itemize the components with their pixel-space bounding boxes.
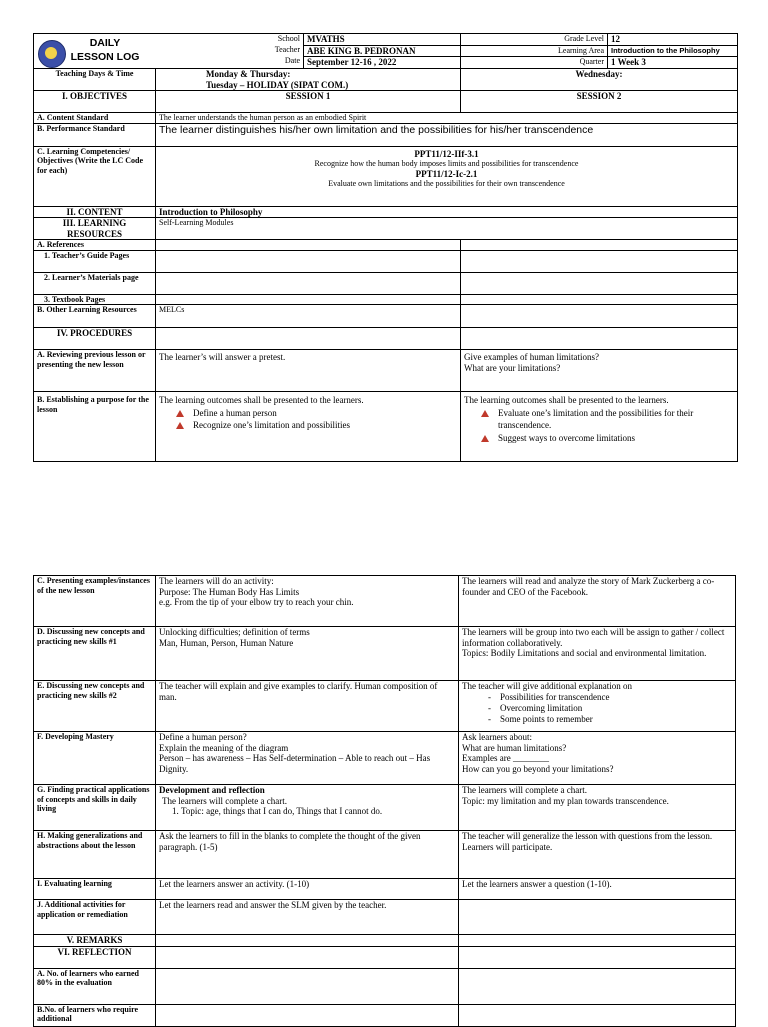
list-item: 1. Topic: age, things that I can do, Things that I cannot do. [181,806,455,817]
proc-b-s1-intro: The learning outcomes shall be presented to the learners. [159,395,364,405]
proc-a-session2 [461,350,738,392]
list-item: Define a human person [173,407,457,420]
proc-f-s2-line4: How can you go beyond your limitations? [462,763,614,774]
proc-f-session1 [156,732,459,785]
list-item: - Possibilities for transcendence [488,692,732,703]
days-monday-thursday: Monday & Thursday: [206,69,291,79]
title-line1: DAILY [89,37,121,49]
session2-heading: SESSION 2 [461,91,738,113]
remarks-label: V. REMARKS [34,935,156,947]
quarter-label: Quarter [461,57,608,69]
other-resources-value: MELCs [156,305,461,328]
proc-b-s2-intro: The learning outcomes shall be presented to the learners. [464,395,669,405]
proc-i-label: I. Evaluating learning [34,879,156,900]
competencies-value [156,146,738,206]
proc-f-s2-line3: Examples are ________ [462,753,549,763]
proc-a-s2-line2: What are your limitations? [464,362,561,373]
proc-g-session2 [459,785,736,831]
grade-label: Grade Level [461,34,608,46]
quarter-value: 1 Week 3 [608,57,738,69]
resources-label: III. LEARNING RESOURCES [34,218,156,240]
proc-d-s1-line2: Man, Human, Person, Human Nature [159,637,294,648]
proc-f-s1-line3: Person – has awareness – Has Self-determination – Able to reach out – Has Dignity. [159,753,431,774]
date-label: Date [284,56,300,65]
proc-g-s2-line2: Topic: my limitation and my plan towards transcendence. [462,795,669,806]
grade-value: 12 [608,34,738,46]
objectives-label: I. OBJECTIVES [34,91,156,113]
teacher-label: Teacher [274,45,300,54]
content-value: Introduction to Philosophy [156,206,738,218]
procedures-label: IV. PROCEDURES [34,328,156,350]
list-item: Recognize one’s limitation and possibilities [173,419,457,432]
title-line2: LESSON LOG [70,51,140,63]
proc-h-label: H. Making generalizations and abstractions about the lesson [34,831,156,879]
lc-code-1: PPT11/12-IIf-3.1 [414,148,479,159]
competencies-label: C. Learning Competencies/ Objectives (Write the LC Code for each) [34,146,156,206]
proc-b-label: B. Establishing a purpose for the lesson [34,392,156,462]
proc-g-s1-line1: The learners will complete a chart. [162,795,287,806]
proc-f-s2-line1: Ask learners about: [462,732,532,742]
textbook-pages-label: 3. Textbook Pages [34,294,156,305]
proc-b-s1-list [159,407,457,432]
proc-h-session1: Ask the learners to fill in the blanks to complete the thought of the given paragraph. (1-5) [156,831,459,879]
proc-d-s2-line1: The learners will be group into two each will be assign to gather / collect information collaboratively. [462,627,725,648]
proc-c-session1 [156,576,459,627]
proc-b-session2 [461,392,738,462]
proc-h-session2: The teacher will generalize the lesson with questions from the lesson. Learners will participate. [459,831,736,879]
teachers-guide-label: 1. Teacher’s Guide Pages [34,250,156,272]
school-label: School [277,34,300,43]
proc-g-s2-line1: The learners will complete a chart. [462,785,587,795]
lc-code-2: PPT11/12-Ic-2.1 [415,168,478,179]
proc-a-s2-line1: Give examples of human limitations? [464,352,599,362]
proc-g-label: G. Finding practical applications of concepts and skills in daily living [34,785,156,831]
reflection-a-label: A. No. of learners who earned 80% in the evaluation [34,968,156,1004]
proc-i-session2: Let the learners answer a question (1-10). [459,879,736,900]
proc-c-label: C. Presenting examples/instances of the new lesson [34,576,156,627]
lesson-log-table-bottom [33,575,736,1027]
proc-j-session1: Let the learners read and answer the SLM given by the teacher. [156,900,459,935]
proc-j-label: J. Additional activities for application or remediation [34,900,156,935]
performance-standard-label: B. Performance Standard [34,123,156,146]
content-standard-label: A. Content Standard [34,113,156,124]
competency-2: Evaluate own limitations and the possibilities for their own transcendence [328,179,565,188]
content-label: II. CONTENT [34,206,156,218]
proc-g-s1-list [159,806,455,817]
list-item: Evaluate one’s limitation and the possibilities for their transcendence. [478,407,734,432]
proc-d-session1 [156,627,459,681]
learners-materials-label: 2. Learner’s Materials page [34,272,156,294]
list-item: Suggest ways to overcome limitations [478,432,734,445]
date-value: September 12-16 , 2022 [304,57,461,69]
list-item: - Overcoming limitation [488,703,732,714]
resources-value: Self-Learning Modules [156,218,738,240]
competency-1: Recognize how the human body imposes limits and possibilities for transcendence [314,159,579,168]
proc-a-label: A. Reviewing previous lesson or presenting the new lesson [34,350,156,392]
teaching-days-session1 [156,69,461,91]
content-standard-value: The learner understands the human person as an embodied Spirit [156,113,738,124]
area-label: Learning Area [461,45,608,57]
proc-e-session2 [459,681,736,732]
proc-d-s1-line1: Unlocking difficulties; definition of terms [159,627,310,637]
reflection-b-label: B.No. of learners who require additional [34,1004,156,1026]
proc-e-s2-intro: The teacher will give additional explanation on [462,681,632,691]
days-tuesday-holiday: Tuesday – HOLIDAY (SIPAT COM.) [206,79,349,90]
proc-c-s1-line2: Purpose: The Human Body Has Limits [159,586,300,597]
proc-b-s2-list [464,407,734,445]
reflection-label: VI. REFLECTION [34,946,156,968]
proc-f-s1-line2: Explain the meaning of the diagram [159,742,289,753]
teaching-days-session2: Wednesday: [461,69,738,91]
proc-e-label: E. Discussing new concepts and practicing new skills #2 [34,681,156,732]
other-resources-label: B. Other Learning Resources [34,305,156,328]
list-item: - Some points to remember [488,714,732,725]
proc-i-session1: Let the learners answer an activity. (1-10) [156,879,459,900]
page-title [70,36,140,64]
proc-f-session2 [459,732,736,785]
references-label: A. References [34,240,156,251]
proc-f-label: F. Developing Mastery [34,732,156,785]
proc-g-session1 [156,785,459,831]
area-value: Introduction to the Philosophy [608,45,738,57]
school-value: MVATHS [304,34,461,46]
proc-c-s1-line1: The learners will do an activity: [159,576,274,586]
deped-seal-icon [38,40,66,68]
proc-g-s1-title: Development and reflection [159,785,265,795]
proc-a-session1: The learner’s will answer a pretest. [156,350,461,392]
proc-e-s2-list [462,692,732,725]
teacher-value: ABE KING B. PEDRONAN [304,45,461,57]
session1-heading: SESSION 1 [156,91,461,113]
performance-standard-value: The learner distinguishes his/her own limitation and the possibilities for his/her transcendence [156,123,738,146]
proc-d-s2-line2: Topics: Bodily Limitations and social and environmental limitation. [462,648,707,658]
proc-c-s1-line3: e.g. From the tip of your elbow try to reach your chin. [159,597,354,607]
proc-d-label: D. Discussing new concepts and practicing new skills #1 [34,627,156,681]
proc-b-session1 [156,392,461,462]
proc-f-s2-line2: What are human limitations? [462,742,567,753]
proc-c-session2: The learners will read and analyze the story of Mark Zuckerberg a co-founder and CEO of the Facebook. [459,576,736,627]
proc-d-session2 [459,627,736,681]
proc-f-s1-line1: Define a human person? [159,732,247,742]
teaching-days-label: Teaching Days & Time [34,69,156,91]
proc-e-session1: The teacher will explain and give examples to clarify. Human composition of man. [156,681,459,732]
lesson-log-table-top [33,33,738,462]
